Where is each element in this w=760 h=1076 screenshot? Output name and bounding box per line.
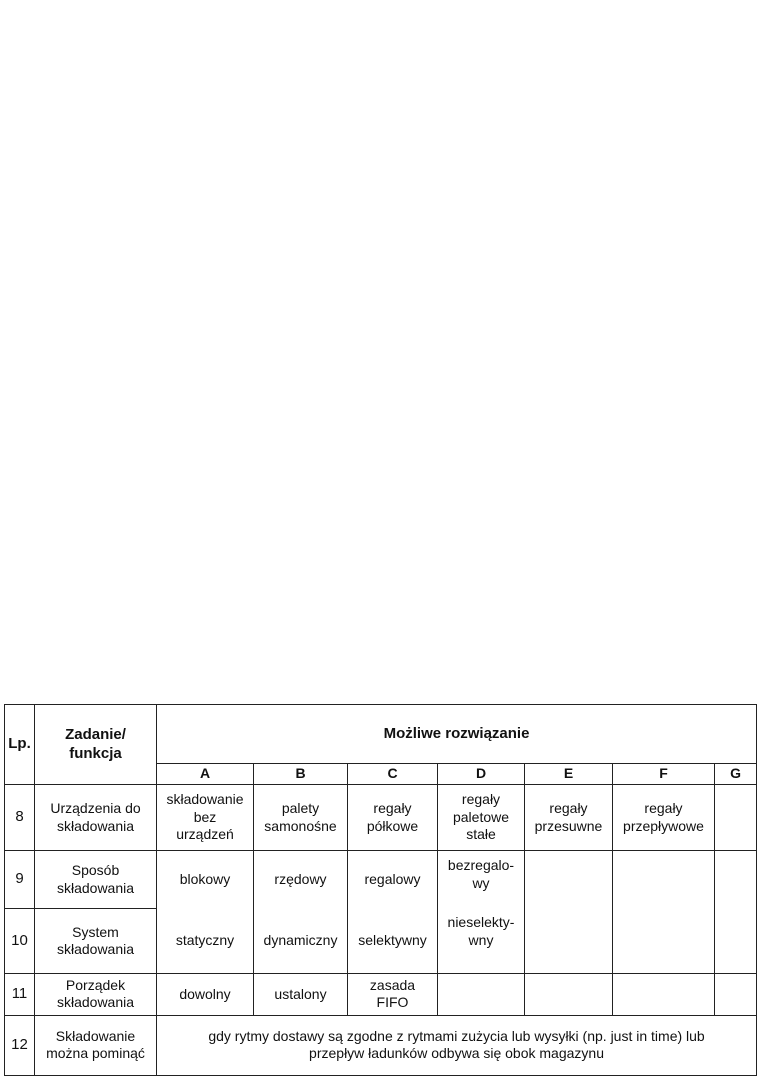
cell-b: ustalony xyxy=(254,974,348,1015)
cell-f xyxy=(613,851,715,908)
column-header-f: F xyxy=(613,764,715,785)
cell-g xyxy=(715,851,757,908)
cell-f xyxy=(613,974,715,1015)
column-header-g: G xyxy=(715,764,757,785)
row-task: Porządek składowania xyxy=(35,974,157,1015)
cell-b: dynamiczny xyxy=(254,908,348,973)
storage-solutions-table xyxy=(4,704,757,1076)
cell-d: regały paletowe stałe xyxy=(438,785,525,851)
cell-e: regały przesuwne xyxy=(525,785,613,851)
cell-e xyxy=(525,851,613,908)
lp-header: Lp. xyxy=(5,705,35,785)
cell-c: regały półkowe xyxy=(348,785,438,851)
column-header-b: B xyxy=(254,764,348,785)
row-number: 11 xyxy=(5,974,35,1015)
cell-c: regalowy xyxy=(348,851,438,908)
cell-a: statyczny xyxy=(157,908,254,973)
merged-description-cell: gdy rytmy dostawy są zgodne z rytmami zużycia lub wysyłki (np. just in time) lub przepływ ładunków odbywa się obok magazynu xyxy=(157,1015,757,1075)
cell-e xyxy=(525,974,613,1015)
cell-c: selektywny xyxy=(348,908,438,973)
table-row-8 xyxy=(5,785,757,851)
cell-d: nieselekty- wny xyxy=(438,908,525,973)
row-number: 8 xyxy=(5,785,35,851)
table-row-12 xyxy=(5,1015,757,1075)
cell-d xyxy=(438,974,525,1015)
cell-f: regały przepływowe xyxy=(613,785,715,851)
header-row xyxy=(5,705,757,764)
column-header-e: E xyxy=(525,764,613,785)
row-number: 12 xyxy=(5,1015,35,1075)
cell-e xyxy=(525,908,613,973)
cell-g xyxy=(715,974,757,1015)
row-task: Urządzenia do składowania xyxy=(35,785,157,851)
column-header-d: D xyxy=(438,764,525,785)
cell-a: składowanie bez urządzeń xyxy=(157,785,254,851)
table-row-10 xyxy=(5,908,757,973)
cell-g xyxy=(715,908,757,973)
column-header-c: C xyxy=(348,764,438,785)
cell-b: palety samonośne xyxy=(254,785,348,851)
cell-a: blokowy xyxy=(157,851,254,908)
cell-d: bezregalo- wy xyxy=(438,851,525,908)
row-task: Składowanie można pominąć xyxy=(35,1015,157,1075)
cell-f xyxy=(613,908,715,973)
column-header-a: A xyxy=(157,764,254,785)
row-task: Sposób składowania xyxy=(35,851,157,908)
cell-a: dowolny xyxy=(157,974,254,1015)
cell-c: zasada FIFO xyxy=(348,974,438,1015)
row-number: 9 xyxy=(5,851,35,908)
row-task: System składowania xyxy=(35,908,157,973)
cell-g xyxy=(715,785,757,851)
cell-b: rzędowy xyxy=(254,851,348,908)
solutions-header: Możliwe rozwiązanie xyxy=(157,705,757,764)
table-row-9 xyxy=(5,851,757,908)
table-row-11 xyxy=(5,974,757,1015)
task-header: Zadanie/ funkcja xyxy=(35,705,157,785)
row-number: 10 xyxy=(5,908,35,973)
